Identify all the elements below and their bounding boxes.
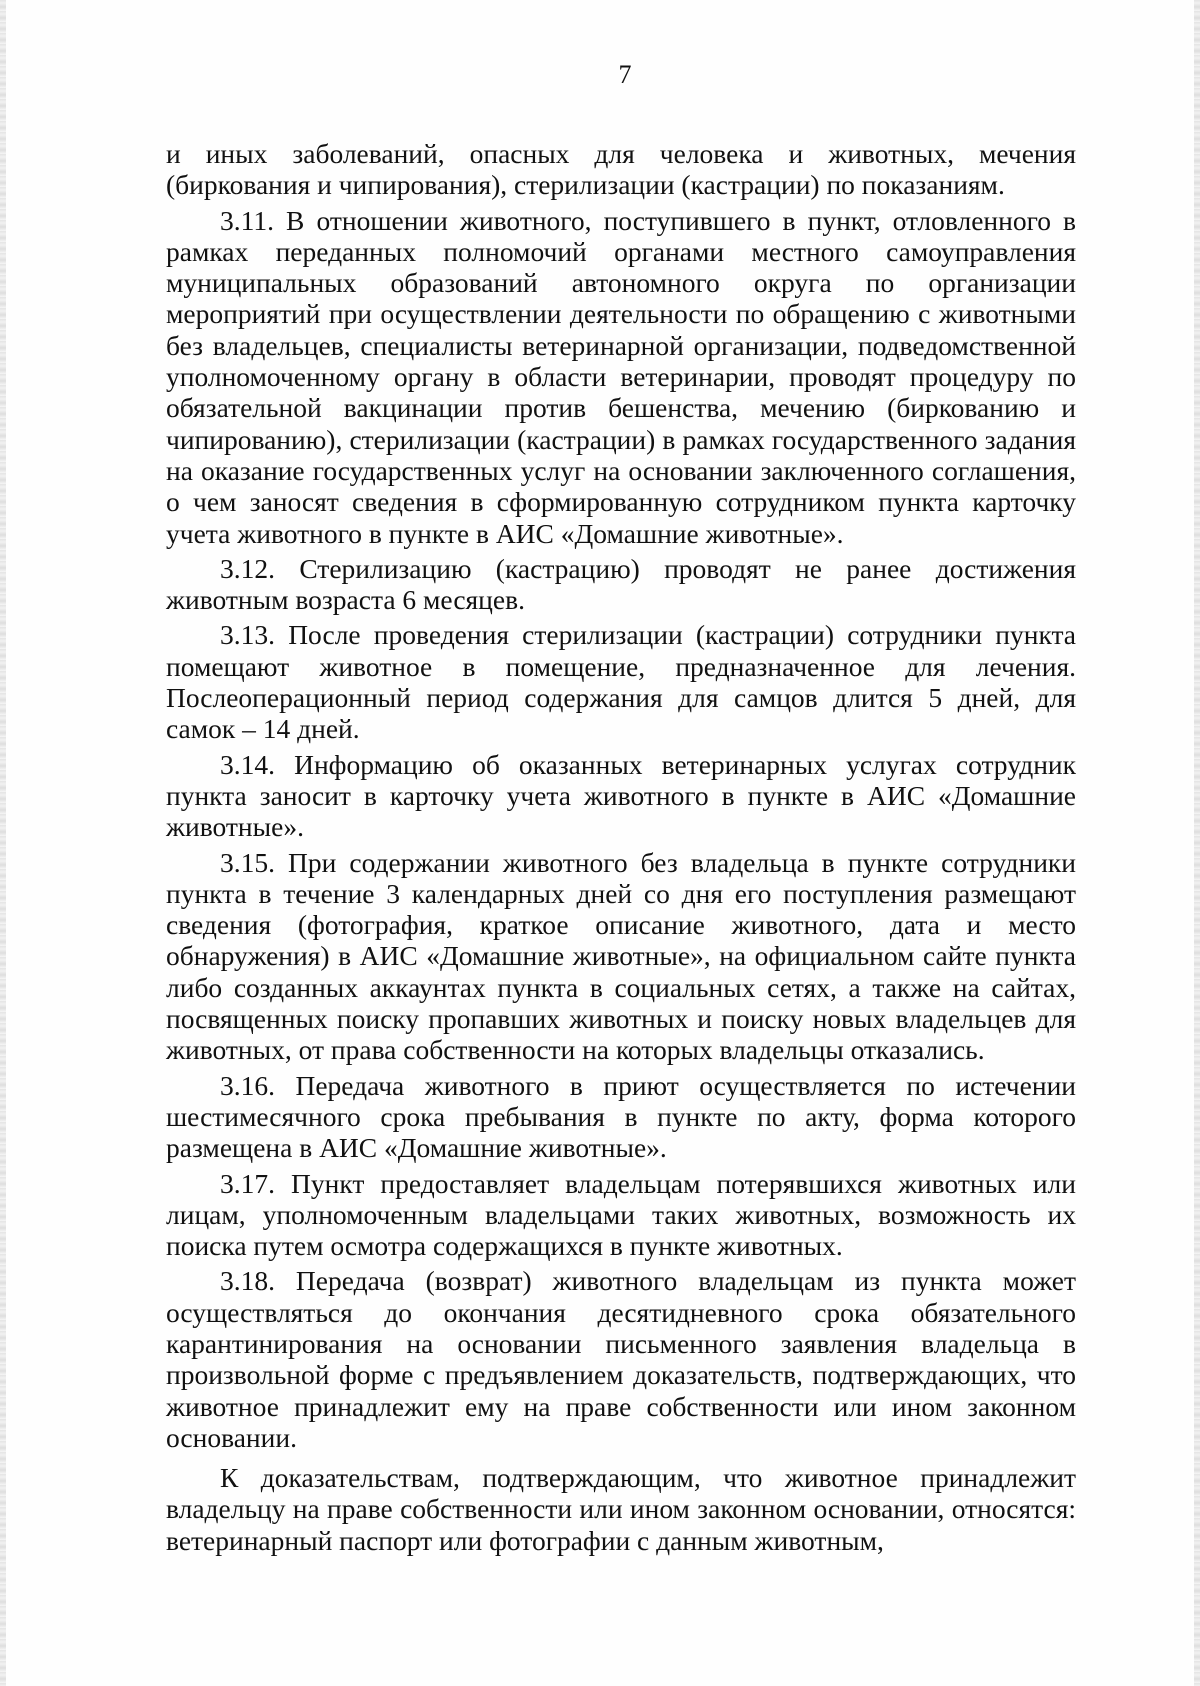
paragraph-3-18: 3.18. Передача (возврат) животного владельцам из пункта может осуществляться до окончания десятидневного срока обязательного карантинирования на основании письменного заявления владельца в произвольной форме с предъявлением доказательств, подтверждающих, что животное принадлежит ему на праве собственности или ином законном основании.: [166, 1265, 1076, 1453]
paragraph-evidence: К доказательствам, подтверждающим, что животное принадлежит владельцу на праве собственности или ином законном основании, относятся: ветеринарный паспорт или фотографии с данным животным,: [166, 1462, 1076, 1556]
paragraph-3-14: 3.14. Информацию об оказанных ветеринарных услугах сотрудник пункта заносит в карточку учета животного в пункте в АИС «Домашние животные».: [166, 748, 1076, 843]
scan-edge-left: [0, 0, 6, 1686]
paragraph-3-13: 3.13. После проведения стерилизации (кастрации) сотрудники пункта помещают животное в помещение, предназначенное для лечения. Послеоперационный период содержания для самцов длится 5 дней, для самок – 14 дней.: [166, 619, 1076, 745]
paragraph-3-17: 3.17. Пункт предоставляет владельцам потерявшихся животных или лицам, уполномоченным владельцами таких животных, возможность их поиска путем осмотра содержащихся в пункте животных.: [166, 1167, 1076, 1262]
paragraph-3-12: 3.12. Стерилизацию (кастрацию) проводят не ранее достижения животным возраста 6 месяцев.: [166, 552, 1076, 616]
document-body: [166, 138, 1076, 1560]
paragraph-continuation: и иных заболеваний, опасных для человека и животных, мечения (биркования и чипирования), стерилизации (кастрации) по показаниям.: [166, 138, 1076, 201]
page-number: 7: [618, 60, 632, 89]
paragraph-3-11: 3.11. В отношении животного, поступившего в пункт, отловленного в рамках переданных полномочий органами местного самоуправления муниципальных образований автономного округа по организации мероприятий при осуществлении деятельности по обращению с животными без владельцев, специалисты ветеринарной организации, подведомственной уполномоченному органу в области ветеринарии, проводят процедуру по обязательной вакцинации против бешенства, мечению (биркованию и чипированию), стерилизации (кастрации) в рамках государственного задания на оказание государственных услуг на основании заключенного соглашения, о чем заносят сведения в сформированную сотрудником пункта карточку учета животного в пункте в АИС «Домашние животные».: [166, 204, 1076, 549]
paragraph-3-16: 3.16. Передача животного в приют осуществляется по истечении шестимесячного срока пребывания в пункте по акту, форма которого размещена в АИС «Домашние животные».: [166, 1069, 1076, 1164]
scan-edge-right: [1194, 0, 1200, 1686]
paragraph-3-15: 3.15. При содержании животного без владельца в пункте сотрудники пункта в течение 3 календарных дней со дня его поступления размещают сведения (фотография, краткое описание животного, дата и место обнаружения) в АИС «Домашние животные», на официальном сайте пункта либо созданных аккаунтах пункта в социальных сетях, а также на сайтах, посвященных поиску пропавших животных и поиску новых владельцев для животных, от права собственности на которых владельцы отказались.: [166, 846, 1076, 1066]
